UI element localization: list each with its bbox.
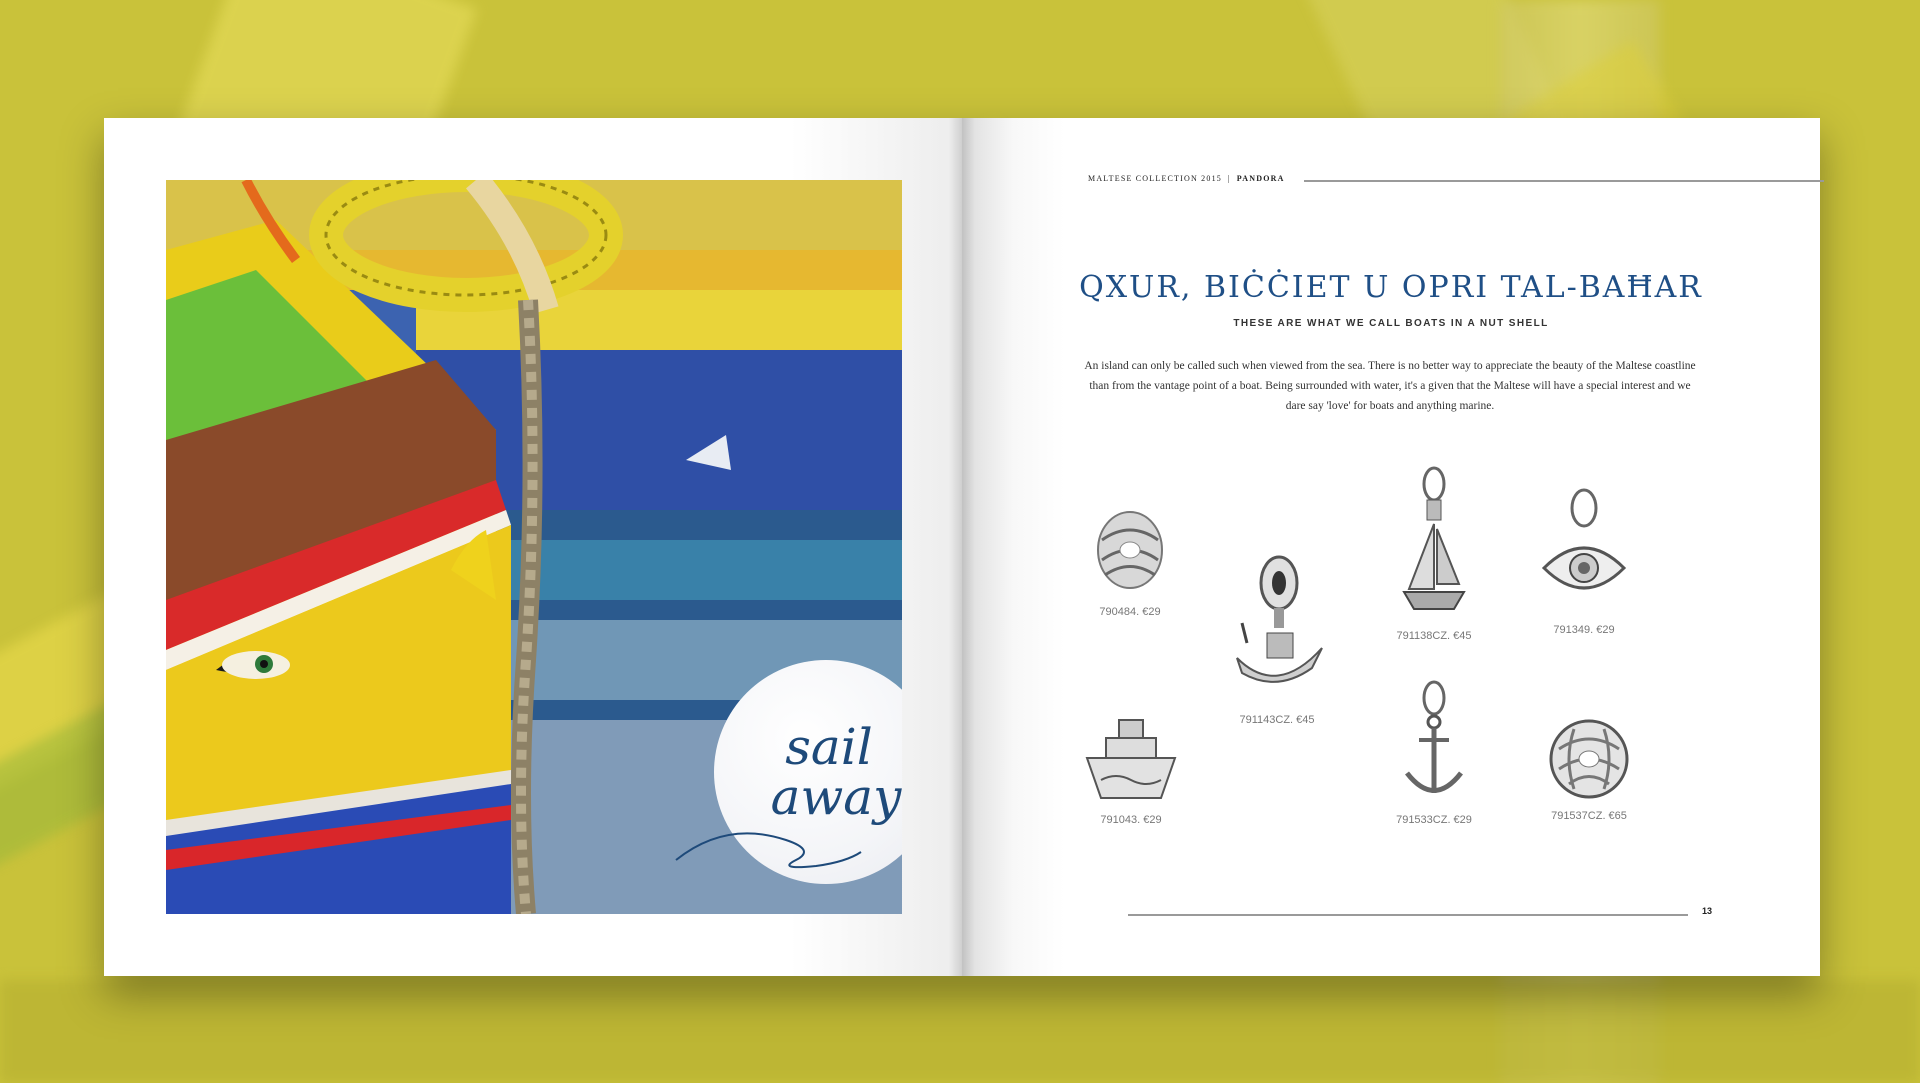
header-separator: | xyxy=(1227,174,1231,183)
spine-shadow xyxy=(949,118,975,976)
footer-rule xyxy=(1128,914,1688,916)
product-item xyxy=(1374,464,1494,642)
product-item xyxy=(1374,678,1494,826)
product-caption: 791043. €29 xyxy=(1100,814,1162,826)
sailboat-charm-icon xyxy=(1399,464,1469,624)
product-item xyxy=(1524,714,1654,822)
product-caption: 790484. €29 xyxy=(1099,606,1161,618)
product-item xyxy=(1524,488,1644,636)
page-subtitle: THESE ARE WHAT WE CALL BOATS IN A NUT SHELL xyxy=(1233,318,1549,329)
product-caption: 791349. €29 xyxy=(1553,624,1615,636)
badge-line-1: sail xyxy=(785,718,873,776)
product-caption: 791533CZ. €29 xyxy=(1396,814,1472,826)
anchor-charm-icon xyxy=(1399,678,1469,808)
page-number: 13 xyxy=(1702,906,1713,916)
boat-photo xyxy=(166,180,902,914)
right-page xyxy=(962,118,1820,976)
page-title: QXUR, BIĊĊIET U OPRI TAL-BAĦAR xyxy=(1079,270,1703,305)
product-item xyxy=(1066,708,1196,826)
left-page xyxy=(104,118,962,976)
intro-paragraph: An island can only be called such when viewed from the sea. There is no better way to appreciate the beauty of the Maltese coastline than from the vantage point of a boat. Being surrounded with water, it's a given that the Maltese will have a special interest and we dare say 'love' for boats and anything marine. xyxy=(1084,360,1696,412)
header-rule xyxy=(1304,180,1824,182)
script-swirl-decoration xyxy=(666,800,866,880)
ship-charm-icon xyxy=(1081,708,1181,808)
product-caption: 791143CZ. €45 xyxy=(1239,714,1315,726)
badge-line-2: away xyxy=(770,768,902,826)
eye-charm-icon xyxy=(1539,488,1629,618)
product-caption: 791537CZ. €65 xyxy=(1551,810,1627,822)
running-header xyxy=(1088,174,1285,183)
product-caption: 791138CZ. €45 xyxy=(1396,630,1472,642)
header-brand: PANDORA xyxy=(1236,174,1285,183)
product-item xyxy=(1212,548,1342,726)
knot-charm-icon xyxy=(1090,500,1170,600)
brochure-spread xyxy=(104,118,1820,976)
product-item xyxy=(1070,500,1190,618)
gondola-charm-icon xyxy=(1227,548,1327,708)
header-collection: MALTESE COLLECTION 2015 xyxy=(1088,174,1222,183)
woven-charm-icon xyxy=(1544,714,1634,804)
